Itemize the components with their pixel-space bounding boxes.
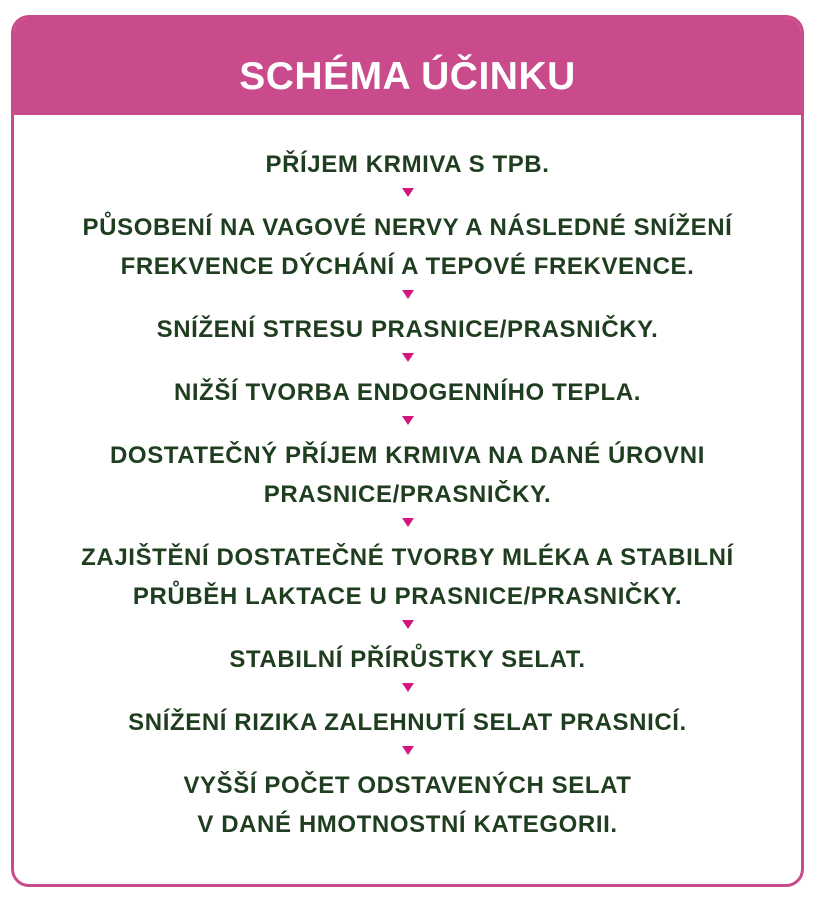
arrow-down-icon: [402, 416, 414, 425]
step-5-line-2: PRASNICE/PRASNIČKY.: [263, 481, 552, 508]
arrow-down-icon: [402, 188, 414, 197]
step-7: [229, 640, 585, 679]
arrow-down-icon: [402, 620, 414, 629]
step-3: [157, 310, 659, 349]
step-9-line-1: VYŠŠÍ POČET ODSTAVENÝCH SELAT: [183, 772, 632, 799]
page-title: SCHÉMA ÚČINKU: [239, 54, 576, 98]
step-2: [83, 208, 733, 286]
arrow-down-icon: [402, 746, 414, 755]
arrow-down-icon: [402, 683, 414, 692]
step-1-line-1: PŘÍJEM KRMIVA S TPB.: [265, 151, 550, 178]
step-4: [174, 373, 641, 412]
step-9-line-2: V DANÉ HMOTNOSTNÍ KATEGORII.: [197, 811, 618, 838]
step-6-line-1: ZAJIŠTĚNÍ DOSTATEČNÉ TVORBY MLÉKA A STABILNÍ: [81, 544, 734, 571]
step-6-line-2: PRŮBĚH LAKTACE U PRASNICE/PRASNIČKY.: [132, 583, 683, 610]
step-8: [128, 703, 687, 742]
header: [14, 18, 801, 115]
step-1: [265, 145, 549, 184]
step-6: [81, 538, 734, 616]
step-4-line-1: NIŽŠÍ TVORBA ENDOGENNÍHO TEPLA.: [173, 379, 642, 406]
arrow-down-icon: [402, 290, 414, 299]
step-3-line-1: SNÍŽENÍ STRESU PRASNICE/PRASNIČKY.: [156, 316, 659, 343]
step-2-line-1: PŮSOBENÍ NA VAGOVÉ NERVY A NÁSLEDNÉ SNÍŽENÍ: [82, 214, 733, 241]
effect-scheme-card: [11, 15, 804, 887]
arrow-down-icon: [402, 353, 414, 362]
step-8-line-1: SNÍŽENÍ RIZIKA ZALEHNUTÍ SELAT PRASNICÍ.: [128, 709, 687, 736]
flow-diagram: [14, 145, 801, 844]
step-5: [110, 436, 705, 514]
step-2-line-2: FREKVENCE DÝCHÁNÍ A TEPOVÉ FREKVENCE.: [120, 253, 695, 280]
step-9: [183, 766, 631, 844]
arrow-down-icon: [402, 518, 414, 527]
step-7-line-1: STABILNÍ PŘÍRŮSTKY SELAT.: [229, 646, 586, 673]
step-5-line-1: DOSTATEČNÝ PŘÍJEM KRMIVA NA DANÉ ÚROVNI: [110, 442, 705, 469]
